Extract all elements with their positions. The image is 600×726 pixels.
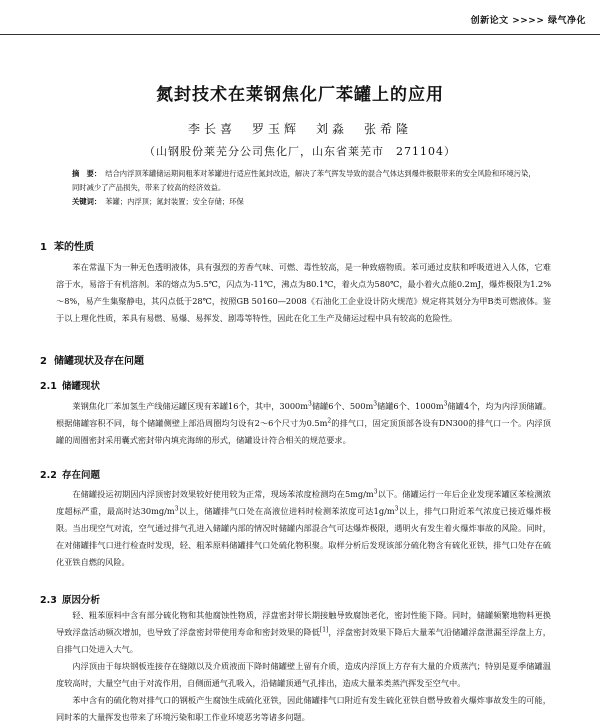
subsection-heading-2-3 <box>40 592 100 606</box>
header-bar <box>0 0 600 35</box>
keywords <box>72 195 542 209</box>
affiliation: （山钢股份莱芜分公司焦化厂，山东省莱芜市 271104） <box>144 145 456 158</box>
abstract-block <box>72 167 542 209</box>
running-head: 创新论文 >>>> 绿气净化 <box>470 16 586 26</box>
section-title: 储罐现状及存在问题 <box>54 356 144 367</box>
abstract-text: 结合内浮顶苯罐储运期间粗苯对苯罐进行适应性氮封改造，解决了苯气挥发导致的混合气体达到爆炸极限带来的安全风险和环境污染，同时减少了产品损失，带来了较高的经济效益。 <box>72 169 536 192</box>
abstract <box>72 167 542 195</box>
section-title: 存在问题 <box>62 470 101 481</box>
paragraph-s2-3-b: 内浮顶由于每块钢板连接存在缝隙以及介质液面下降时储罐壁上留有介质，造成内浮顶上方存有大量的介质蒸汽；特别是夏季储罐温度较高时，大量空气由于对流作用，自侧面通气孔吸入，沿储罐顶通气孔排出，造成大量苯类蒸汽挥发至空气中。 <box>56 661 551 688</box>
paragraph-s1: 苯在常温下为一种无色透明液体，具有强烈的芳香气味、可燃、毒性较高，是一种致癌物质。苯可通过皮肤和呼吸道进入人体，它难溶于水，易溶于有机溶剂。苯的熔点为5.5℃，闪点为-11℃，沸点为80.1℃，着火点为580℃，最小着火点能0.2mJ，爆炸极限为1.2%～8%，易产生集聚静电，其闪点低于28℃，按照GB 50160—2008《石油化工企业设计防火规范》规定将其划分为甲B类可燃液体。鉴于以上理化性质，苯具有易燃、易爆、易挥发、剧毒等特性，因此在化工生产及储运过程中具有较高的危险性。 <box>56 262 551 323</box>
paragraph-s2-2: 在储罐投运初期因内浮顶密封效果较好使用较为正常，现场苯浓度检测均在$5mg/m^3$以下。储罐运行一年后企业发现苯罐区苯检测浓度超标严重，最高时达$30mg/m^3$以上，储罐排气口处在高液位进料时检测苯浓度可达$1g/m^3$以上，排气口附近苯气浓度已接近爆炸极限。当出现空气对流，空气通过排气孔进入储罐内部的情况时储罐内部混合气可达爆炸极限，遇明火有发生着火爆炸事故的风险。同时，在对储罐排气口进行检查时发现，轻、粗苯原料储罐排气口处硫化物积聚。取样分析后发现该部分硫化物含有硫化亚铁，排气口处存在硫化亚铁自燃的风险。 <box>56 488 551 567</box>
paragraph-s2-3-a: 轻、粗苯原料中含有部分硫化物和其他腐蚀性物质，浮盘密封带长期接触导致腐蚀老化，密封性能下降。同时，储罐频繁地物料更换导致浮盘活动频次增加，也导致了浮盘密封带使用寿命和密封效果的降低[1]，浮盘密封效果下降后大量苯气沿储罐浮盘泄漏至浮盘上方，自排气口处进入大气。 <box>56 610 551 654</box>
section-title: 苯的性质 <box>54 242 94 253</box>
section-heading-2 <box>40 352 144 367</box>
section-number: 2 <box>40 356 47 367</box>
section-number: 2.3 <box>40 595 57 606</box>
paper-title: 氮封技术在莱钢焦化厂苯罐上的应用 <box>156 85 444 105</box>
paragraph-s2-3-c: 苯中含有的硫化物对排气口的钢板产生腐蚀生成硫化亚铁，因此储罐排气口附近有发生硫化亚铁自燃导致着火爆炸事故发生的可能，同时苯的大量挥发也带来了环境污染和职工作业环境恶劣等诸多问题。 <box>56 695 551 722</box>
section-title: 原因分析 <box>62 595 101 606</box>
section-number: 2.2 <box>40 470 57 481</box>
paragraph-s2-1: 莱钢焦化厂苯加氢生产线储运罐区现有苯罐16个，其中，$3000m^3$储罐6个、$500m^3$储罐6个、$1000m^3$储罐4个，均为内浮顶储罐。根据储罐容积不同，每个储罐侧壁上部沿周圈均匀设有2～6个尺寸为$0.5m^2$的排气口，固定顶顶部各设有DN300的排气口一个。内浮顶罐的周圈密封采用囊式密封带内填充海绵的形式，储罐设计符合相关的规范要求。 <box>56 400 551 445</box>
keywords-text: 苯罐；内浮顶；氮封装置；安全存储；环保 <box>105 197 244 206</box>
subsection-heading-2-1 <box>40 378 100 392</box>
section-heading-1 <box>40 238 94 253</box>
section-title: 储罐现状 <box>62 381 101 392</box>
subsection-heading-2-2 <box>40 467 100 481</box>
section-number: 1 <box>40 242 47 253</box>
author-list: 李长喜 罗玉辉 刘淼 张希隆 <box>187 122 412 136</box>
section-number: 2.1 <box>40 381 57 392</box>
keywords-label: 关键词： <box>72 197 102 206</box>
abstract-label: 摘 要： <box>72 169 102 178</box>
